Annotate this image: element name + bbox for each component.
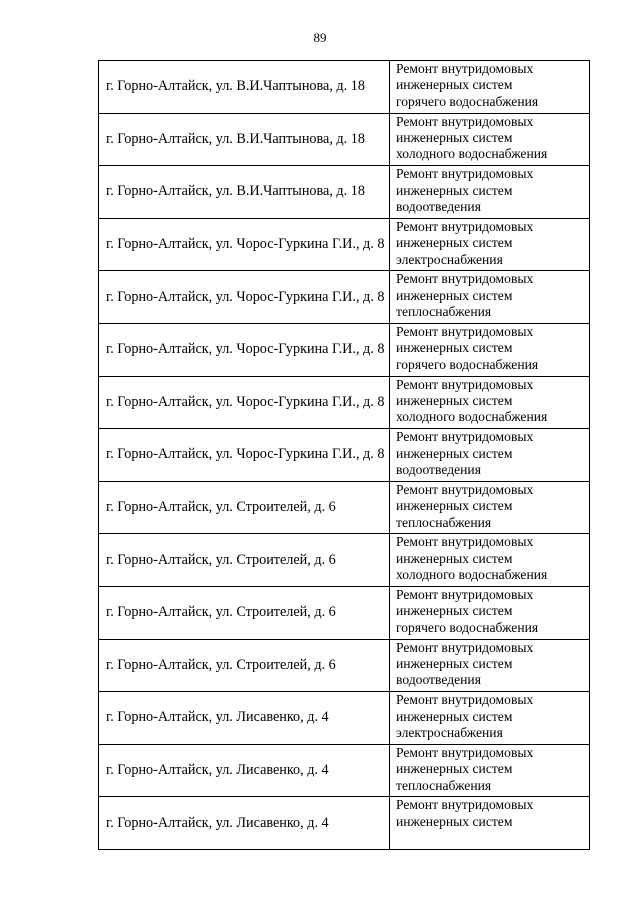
table-row	[99, 692, 590, 745]
work-type-cell	[390, 113, 590, 166]
address-cell: г. Горно-Алтайск, ул. Строителей, д. 6	[99, 481, 390, 534]
work-type-line: Ремонт внутридомовых	[396, 61, 534, 76]
work-type-line: инженерных систем	[396, 340, 513, 356]
address-cell: г. Горно-Алтайск, ул. Строителей, д. 6	[99, 639, 390, 692]
work-type-line: водоотведения	[396, 461, 481, 477]
address-cell: г. Горно-Алтайск, ул. Чорос-Гуркина Г.И., д. 8	[99, 218, 390, 271]
work-type-line: инженерных систем	[396, 235, 513, 251]
work-type-line: инженерных систем	[396, 655, 513, 671]
work-type-line: Ремонт внутридомовых	[396, 534, 534, 550]
work-type-line: горячего водоснабжения	[396, 93, 539, 109]
work-type-line: теплоснабжения	[396, 304, 492, 320]
address-cell: г. Горно-Алтайск, ул. Чорос-Гуркина Г.И., д. 8	[99, 376, 390, 429]
address-cell: г. Горно-Алтайск, ул. В.И.Чаптынова, д. 18	[99, 113, 390, 166]
table-row	[99, 166, 590, 219]
work-type-line: Ремонт внутридомовых	[396, 429, 534, 445]
work-type-line: инженерных систем	[396, 77, 513, 93]
work-type-line: Ремонт внутридомовых	[396, 271, 534, 287]
work-type-line: инженерных систем	[396, 603, 513, 619]
address-cell: г. Горно-Алтайск, ул. В.И.Чаптынова, д. 18	[99, 166, 390, 219]
table-row	[99, 271, 590, 324]
address-cell: г. Горно-Алтайск, ул. Лисавенко, д. 4	[99, 797, 390, 850]
address-cell: г. Горно-Алтайск, ул. Строителей, д. 6	[99, 534, 390, 587]
table-row	[99, 218, 590, 271]
work-type-line: инженерных систем	[396, 761, 513, 777]
address-cell: г. Горно-Алтайск, ул. Чорос-Гуркина Г.И., д. 8	[99, 323, 390, 376]
work-type-cell	[390, 797, 590, 850]
address-cell: г. Горно-Алтайск, ул. Лисавенко, д. 4	[99, 744, 390, 797]
work-type-line: горячего водоснабжения	[396, 619, 539, 635]
work-type-line: Ремонт внутридомовых	[396, 481, 534, 497]
address-cell: г. Горно-Алтайск, ул. Лисавенко, д. 4	[99, 692, 390, 745]
work-type-line: инженерных систем	[396, 550, 513, 566]
address-cell: г. Горно-Алтайск, ул. Чорос-Гуркина Г.И., д. 8	[99, 271, 390, 324]
work-type-cell	[390, 376, 590, 429]
work-type-cell	[390, 429, 590, 482]
work-type-line: холодного водоснабжения	[396, 567, 548, 583]
repair-works-table	[98, 60, 590, 850]
work-type-line: Ремонт внутридомовых	[396, 586, 534, 602]
page-number: 89	[313, 30, 327, 45]
work-type-line: инженерных систем	[396, 287, 513, 303]
table-row	[99, 744, 590, 797]
work-type-cell	[390, 744, 590, 797]
table-body	[99, 61, 590, 850]
work-type-line: инженерных систем	[396, 445, 513, 461]
work-type-line: горячего водоснабжения	[396, 356, 539, 372]
work-type-cell	[390, 218, 590, 271]
work-type-line: инженерных систем	[396, 708, 513, 724]
work-type-line: водоотведения	[396, 199, 481, 214]
table-row	[99, 534, 590, 587]
work-type-line: Ремонт внутридомовых	[396, 376, 534, 392]
work-type-cell	[390, 481, 590, 534]
work-type-line: инженерных систем	[396, 498, 513, 514]
table-row	[99, 61, 590, 114]
work-type-line: инженерных систем	[396, 182, 513, 198]
table-row	[99, 323, 590, 376]
address-cell: г. Горно-Алтайск, ул. Строителей, д. 6	[99, 586, 390, 639]
table-row	[99, 639, 590, 692]
work-type-cell	[390, 61, 590, 114]
work-type-line: холодного водоснабжения	[396, 146, 548, 162]
work-type-cell	[390, 166, 590, 219]
work-type-cell	[390, 639, 590, 692]
work-type-line: инженерных систем	[396, 813, 513, 829]
work-type-line: теплоснабжения	[396, 777, 492, 793]
work-type-cell	[390, 692, 590, 745]
work-type-line: Ремонт внутридомовых	[396, 218, 534, 234]
work-type-cell	[390, 586, 590, 639]
work-type-line: Ремонт внутридомовых	[396, 639, 534, 655]
table-row	[99, 376, 590, 429]
work-type-line: Ремонт внутридомовых	[396, 323, 534, 339]
table-row	[99, 113, 590, 166]
address-cell: г. Горно-Алтайск, ул. Чорос-Гуркина Г.И., д. 8	[99, 429, 390, 482]
work-type-line: электроснабжения	[396, 724, 503, 740]
table-row	[99, 586, 590, 639]
work-type-line: водоотведения	[396, 672, 481, 688]
work-type-line: холодного водоснабжения	[396, 409, 548, 425]
work-type-line: теплоснабжения	[396, 514, 492, 530]
work-type-line: Ремонт внутридомовых	[396, 797, 534, 813]
work-type-cell	[390, 323, 590, 376]
table-row	[99, 481, 590, 534]
table-row	[99, 797, 590, 850]
work-type-cell	[390, 271, 590, 324]
work-type-line: Ремонт внутридомовых	[396, 692, 534, 708]
table-row	[99, 429, 590, 482]
address-cell: г. Горно-Алтайск, ул. В.И.Чаптынова, д. 18	[99, 61, 390, 114]
work-type-line: электроснабжения	[396, 251, 503, 267]
work-type-line: Ремонт внутридомовых	[396, 113, 534, 129]
work-type-line: Ремонт внутридомовых	[396, 166, 534, 182]
work-type-line: инженерных систем	[396, 392, 513, 408]
work-type-line: Ремонт внутридомовых	[396, 744, 534, 760]
work-type-line: инженерных систем	[396, 130, 513, 145]
work-type-cell	[390, 534, 590, 587]
